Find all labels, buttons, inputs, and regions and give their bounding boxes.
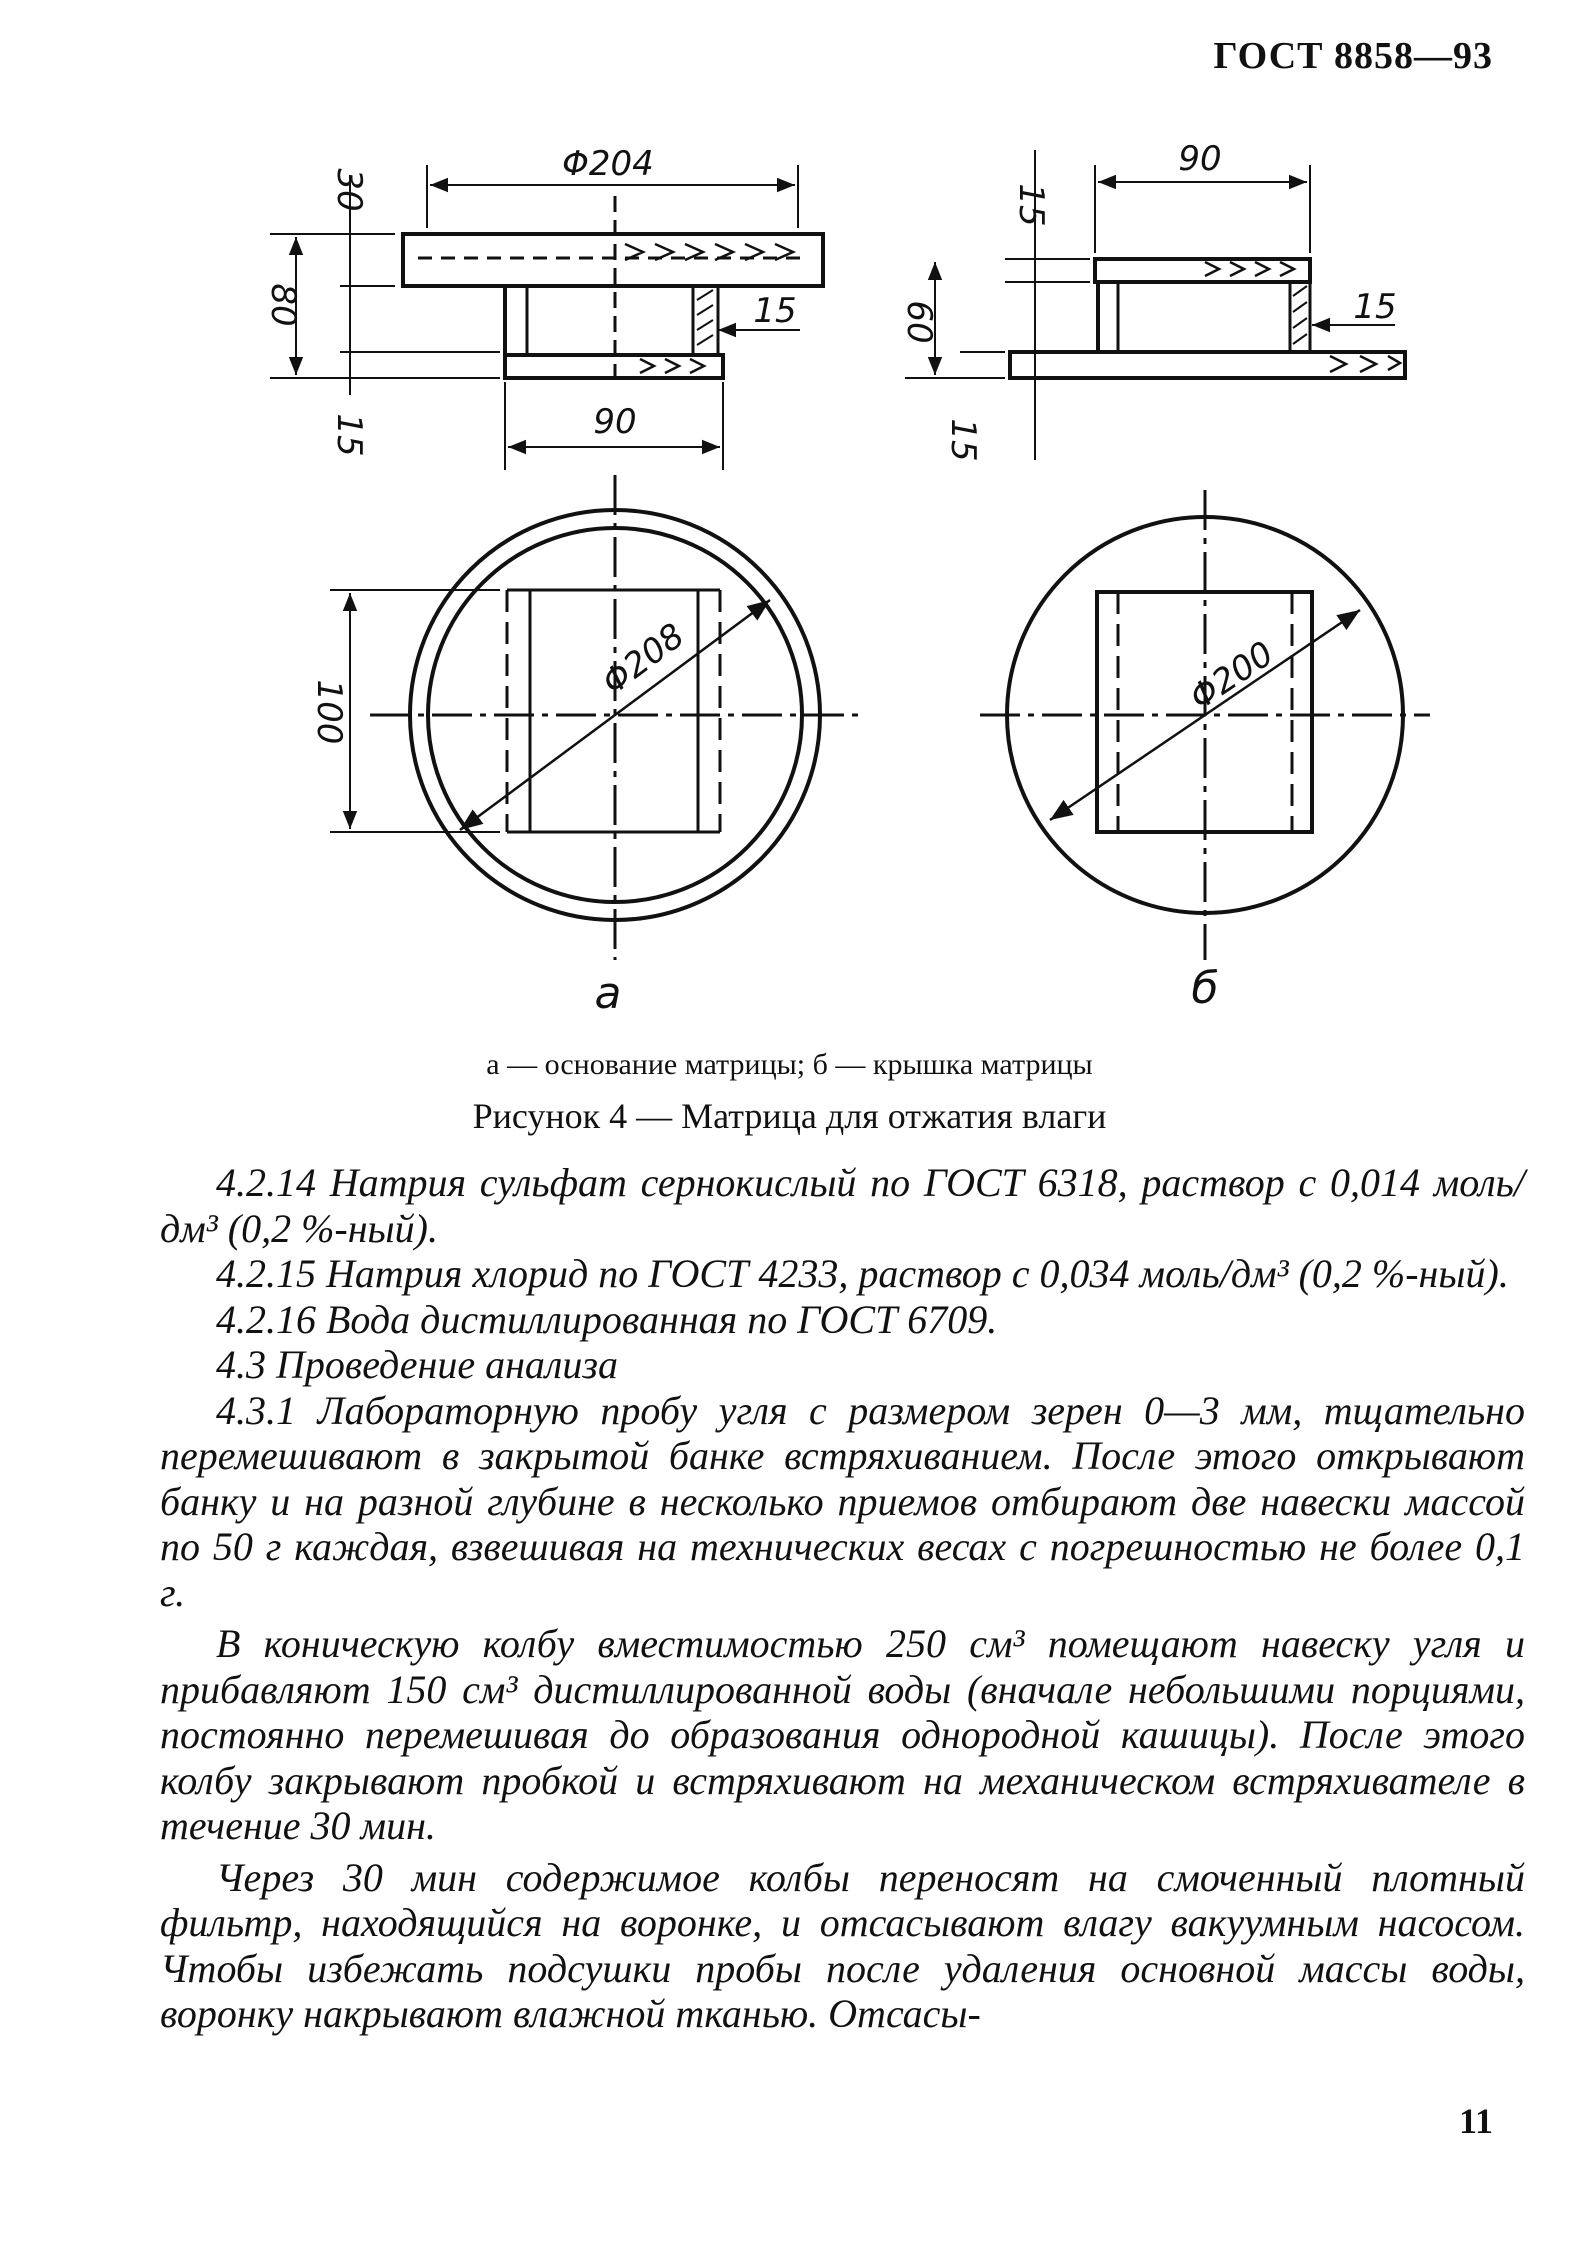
paragraph-4-2-14: 4.2.14 Натрия сульфат сернокислый по ГОСТ 6318, раствор с 0,014 моль/дм³ (0,2 %-ный).: [160, 1160, 1525, 1251]
section-a-plan-view: [330, 475, 858, 960]
figure-title: Рисунок 4 — Матрица для отжатия влаги: [472, 1096, 1107, 1136]
dim-a-top-thickness: 30: [329, 168, 369, 212]
dim-a-width: 90: [593, 402, 637, 442]
dim-b-top: 15: [1011, 183, 1051, 227]
dim-a-plan-height: 100: [309, 679, 349, 745]
section-heading-4-3: 4.3 Проведение анализа: [216, 1342, 618, 1387]
section-b-side-view: [905, 150, 1405, 460]
label-a: а: [594, 968, 622, 1019]
figure-legend: а — основание матрицы; б — крышка матрицы: [486, 1048, 1093, 1081]
paragraph-filter: Через 30 мин содержимое колбы переносят на смоченный плотный фильтр, находящийся на воронке, и отсасывают влагу вакуумным насосом. Чтобы избежать подсушки пробы после удаления основной массы воды, воронку накрывают влажной тканью. Отсасы-: [160, 1854, 1525, 2036]
dim-b-base: 15: [943, 418, 983, 462]
dim-a-diameter: Φ204: [562, 144, 654, 184]
paragraph-flask: В коническую колбу вместимостью 250 см³ помещают навеску угля и прибавляют 150 см³ дистиллированной воды (вначале небольшими порциями, постоянно перемешивая до образования однородной кашицы). После этого колбу закрывают пробкой и встряхивают на механическом встряхивателе в течение 30 мин.: [160, 1621, 1525, 1848]
dim-b-flange: 15: [1353, 287, 1397, 327]
figure-4-drawing: [0, 0, 1579, 1020]
dim-b-width: 90: [1178, 139, 1222, 179]
paragraph-4-3-1: 4.3.1 Лабораторную пробу угля с размером зерен 0—3 мм, тщательно перемешивают в закрытой банке встряхиванием. После этого открывают банку и на разной глубине в несколько приемов отбирают две навески массой по 50 г каждая, взвешивая на технических весах с погрешностью не более 0,1 г.: [160, 1387, 1525, 1615]
dim-b-height: 60: [899, 300, 939, 344]
dim-a-base: 15: [329, 413, 369, 457]
dim-a-plan-diameter: Φ208: [594, 615, 693, 703]
paragraph-4-2-15: 4.2.15 Натрия хлорид по ГОСТ 4233, раствор с 0,034 моль/дм³ (0,2 %-ный).: [216, 1251, 1509, 1296]
section-b-plan-view: [980, 490, 1430, 960]
body-text: [160, 1160, 1525, 2037]
page-number: 11: [1458, 2101, 1493, 2141]
standard-number: ГОСТ 8858—93: [1213, 35, 1493, 77]
dim-b-plan-diameter: Φ200: [1182, 633, 1282, 719]
dim-a-flange: 15: [753, 291, 797, 331]
paragraph-4-2-16: 4.2.16 Вода дистиллированная по ГОСТ 6709.: [216, 1296, 998, 1342]
dim-a-total-height: 80: [263, 283, 303, 327]
label-b: б: [1191, 963, 1219, 1014]
